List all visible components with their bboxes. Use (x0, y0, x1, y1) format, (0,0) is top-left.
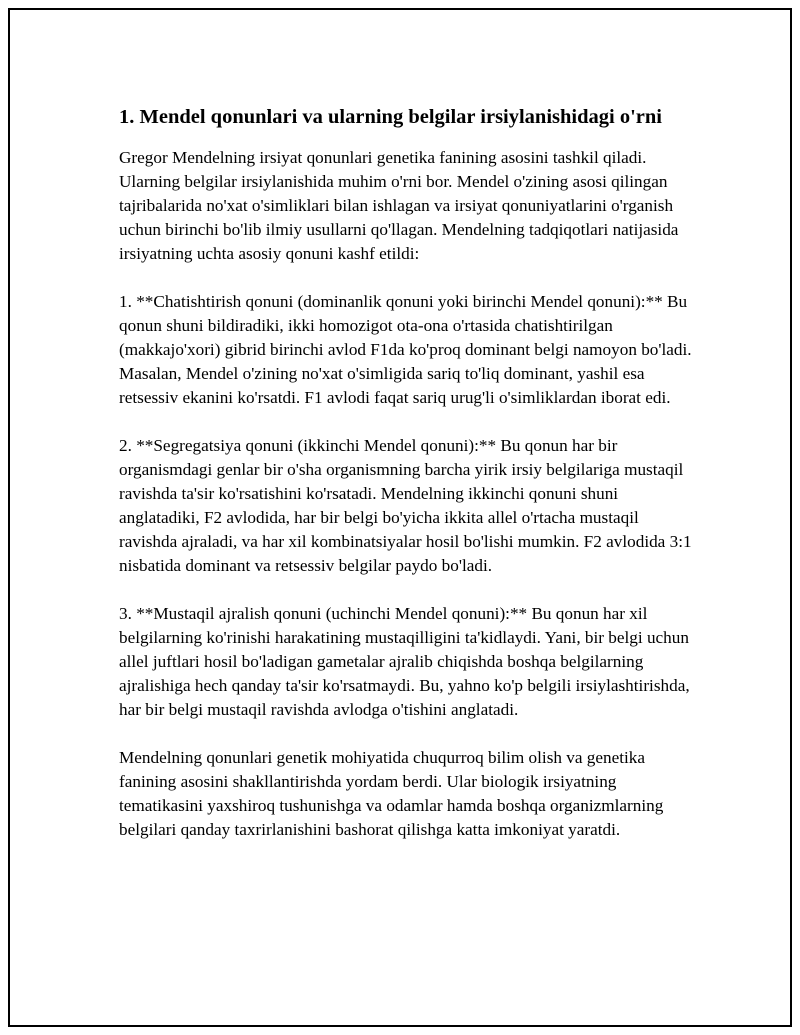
document-heading: 1. Mendel qonunlari va ularning belgilar irsiylanishidagi o'rni (119, 106, 662, 128)
paragraph-conclusion: Mendelning qonunlari genetik mohiyatida chuqurroq bilim olish va genetika fanining asosini shakllantirishda yordam berdi. Ular biologik irsiyatning tematikasini yaxshiroq tushunishga va odamlar hamda boshqa organizmlarning belgilari qanday taxrirlanishini bashorat qilishga katta imkoniyat yaratdi. (119, 748, 664, 839)
page-frame (8, 8, 792, 1027)
paragraph-intro: Gregor Mendelning irsiyat qonunlari genetika fanining asosini tashkil qiladi. Ularning belgilar irsiylanishida muhim o'rni bor. Mendel o'zining asosi qilingan tajribalarida no'xat o'simliklari bilan ishlagan va irsiyat qonuniyatlarini o'rganish uchun birinchi bo'lib ilmiy usullarni qo'llagan. Mendelning tadqiqotlari natijasida irsiyatning uchta asosiy qonuni kashf etildi: (119, 148, 679, 263)
paragraph-law-2: 2. **Segregatsiya qonuni (ikkinchi Mendel qonuni):** Bu qonun har bir organismdagi genlar bir o'sha organismning barcha yirik irsiy belgilariga mustaqil ravishda ta'sir ko'rsatishini ko'rsatadi. Mendelning ikkinchi qonuni shuni anglatadiki, F2 avlodida, har bir belgi bo'yicha ikkita allel o'rtacha mustaqil ravishda ajraladi, va har xil kombinatsiyalar hosil bo'lishi mumkin. F2 avlodida 3:1 nisbatida dominant va retsessiv belgilar paydo bo'ladi. (119, 436, 692, 575)
paragraph-law-1: 1. **Chatishtirish qonuni (dominanlik qonuni yoki birinchi Mendel qonuni):** Bu qonun shuni bildiradiki, ikki homozigot ota-ona o'rtasida chatishtirilgan (makkajo'xori) gibrid birinchi avlod F1da ko'proq dominant belgi namoyon bo'ladi. Masalan, Mendel o'zining no'xat o'simligida sariq to'liq dominant, yashil esa retsessiv ekanini ko'rsatdi. F1 avlodi faqat sariq urug'li o'simliklardan iborat edi. (119, 292, 692, 407)
document-body (119, 102, 701, 866)
paragraph-law-3: 3. **Mustaqil ajralish qonuni (uchinchi Mendel qonuni):** Bu qonun har xil belgilarning ko'rinishi harakatining mustaqilligini ta'kidlaydi. Yani, bir belgi uchun allel juftlari hosil bo'ladigan gametalar ajralib chiqishda boshqa belgilarning ajralishiga hech qanday ta'sir ko'rsatmaydi. Bu, yahno ko'p belgili irsiylashtirishda, har bir belgi mustaqil ravishda avlodga o'tishini anglatadi. (119, 604, 690, 719)
